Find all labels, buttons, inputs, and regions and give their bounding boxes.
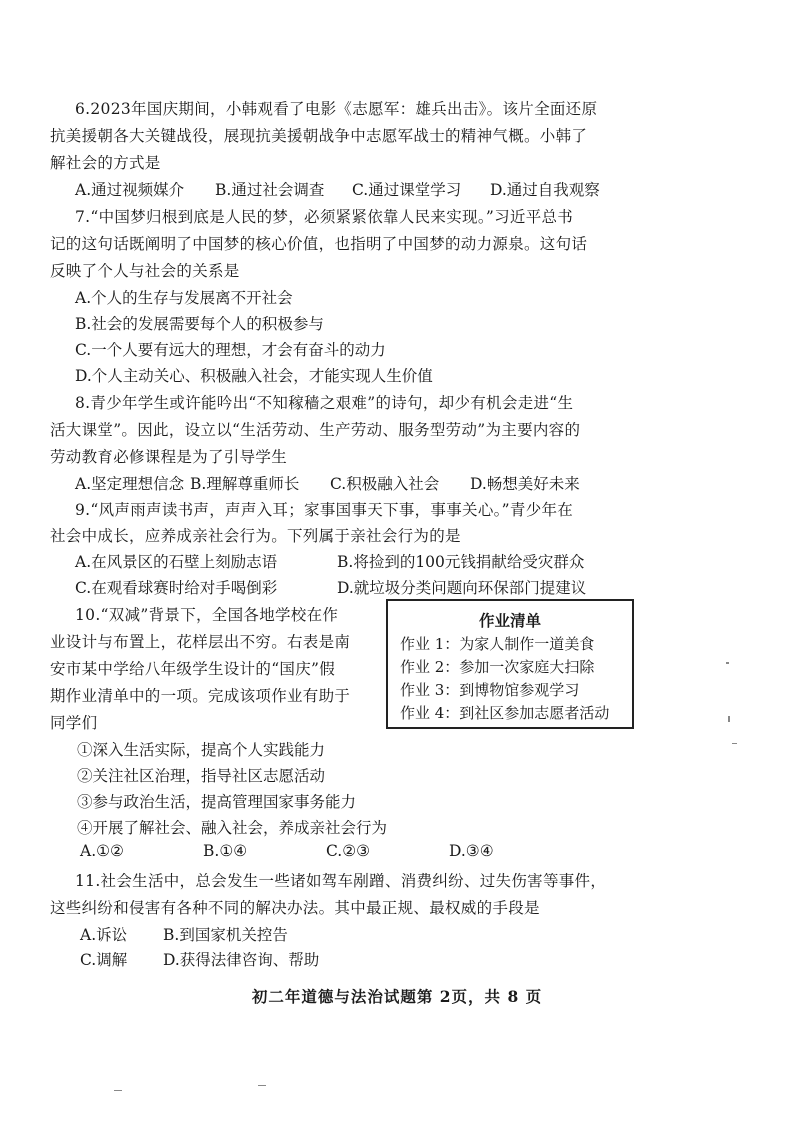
q10-option-d: D.③④ [449,842,494,860]
q11-stem-line: 这些纠纷和侵害有各种不同的解决办法。其中最正规、最权威的手段是 [50,899,540,917]
q10-statement: ③参与政治生活，提高管理国家事务能力 [77,793,357,811]
scan-speck [114,1090,122,1091]
q6-stem-line: 解社会的方式是 [50,154,161,172]
scan-speck [726,662,729,664]
homework-item: 作业 1：为家人制作一道美食 [400,635,595,653]
q8-stem-line: 活大课堂”。因此，设立以“生活劳动、生产劳动、服务型劳动”为主要内容的 [50,421,581,439]
q8-stem-line: 劳动教育必修课程是为了引导学生 [50,448,288,466]
q8-option-b: B.理解尊重师长 [190,475,300,493]
q6-option-a: A.通过视频媒介 [75,181,185,199]
q10-stem-line: 业设计与布置上，花样层出不穷。右表是南 [50,633,351,651]
q7-stem-line: 反映了个人与社会的关系是 [50,262,240,280]
q10-statement: ④开展了解社会、融入社会，养成亲社会行为 [77,819,388,837]
q10-statement: ①深入生活实际，提高个人实践能力 [77,741,326,759]
q10-stem-line: 期作业清单中的一项。完成该项作业有助于 [50,687,351,705]
q9-stem-line: 9.“风声雨声读书声，声声入耳；家事国事天下事，事事关心。”青少年在 [75,501,574,519]
q11-stem-line: 11.社会生活中，总会发生一些诸如驾车剐蹭、消费纠纷、过失伤害等事件， [75,872,607,890]
q9-option-d: D.就垃圾分类问题向环保部门提建议 [337,579,587,597]
scan-speck [732,743,737,744]
scan-speck [728,716,730,722]
q7-option-a: A.个人的生存与发展离不开社会 [75,289,293,307]
q11-option-c: C.调解 [80,951,128,969]
q8-option-a: A.坚定理想信念 [75,475,185,493]
homework-list-table [386,599,634,729]
q9-option-a: A.在风景区的石壁上刻励志语 [75,553,278,571]
q10-option-a: A.①② [80,842,124,860]
q9-option-b: B.将捡到的100元钱捐献给受灾群众 [337,553,585,571]
q10-stem-line: 10.“双减”背景下，全国各地学校在作 [75,606,339,624]
q7-stem-line: 记的这句话既阐明了中国梦的核心价值，也指明了中国梦的动力源泉。这句话 [50,235,588,253]
q7-option-b: B.社会的发展需要每个人的积极参与 [75,315,324,333]
q11-option-d: D.获得法律咨询、帮助 [163,951,320,969]
homework-item: 作业 3：到博物馆参观学习 [400,681,580,699]
q9-option-c: C.在观看球赛时给对手喝倒彩 [75,579,278,597]
q10-stem-line: 同学们 [50,714,98,732]
q6-option-b: B.通过社会调查 [215,181,325,199]
q7-stem-line: 7.“中国梦归根到底是人民的梦，必须紧紧依靠人民来实现。”习近平总书 [75,208,574,226]
q11-option-b: B.到国家机关控告 [163,926,288,944]
q6-option-d: D.通过自我观察 [490,181,600,199]
page-footer: 初二年道德与法治试题第 2页，共 8 页 [251,987,543,1006]
q7-option-c: C.一个人要有远大的理想，才会有奋斗的动力 [75,341,386,359]
q6-stem-line: 6.2023年国庆期间，小韩观看了电影《志愿军：雄兵出击》。该片全面还原 [75,100,598,118]
homework-item: 作业 4：到社区参加志愿者活动 [400,704,610,722]
q10-stem-line: 安市某中学给八年级学生设计的“国庆”假 [50,660,336,678]
q10-option-b: B.①④ [203,842,248,860]
homework-list-title: 作业清单 [478,611,541,630]
q8-option-c: C.积极融入社会 [330,475,440,493]
q6-stem-line: 抗美援朝各大关键战役，展现抗美援朝战争中志愿军战士的精神气概。小韩了 [50,127,588,145]
q6-option-c: C.通过课堂学习 [352,181,462,199]
q7-option-d: D.个人主动关心、积极融入社会，才能实现人生价值 [75,367,433,385]
q10-statement: ②关注社区治理，指导社区志愿活动 [77,767,326,785]
scan-speck [258,1085,266,1086]
homework-item: 作业 2：参加一次家庭大扫除 [400,658,595,676]
q8-stem-line: 8.青少年学生或许能吟出“不知稼穑之艰难”的诗句，却少有机会走进“生 [75,394,574,412]
q9-stem-line: 社会中成长，应养成亲社会行为。下列属于亲社会行为的是 [50,527,461,545]
q10-option-c: C.②③ [326,842,371,860]
q11-option-a: A.诉讼 [80,926,128,944]
q8-option-d: D.畅想美好未来 [470,475,580,493]
